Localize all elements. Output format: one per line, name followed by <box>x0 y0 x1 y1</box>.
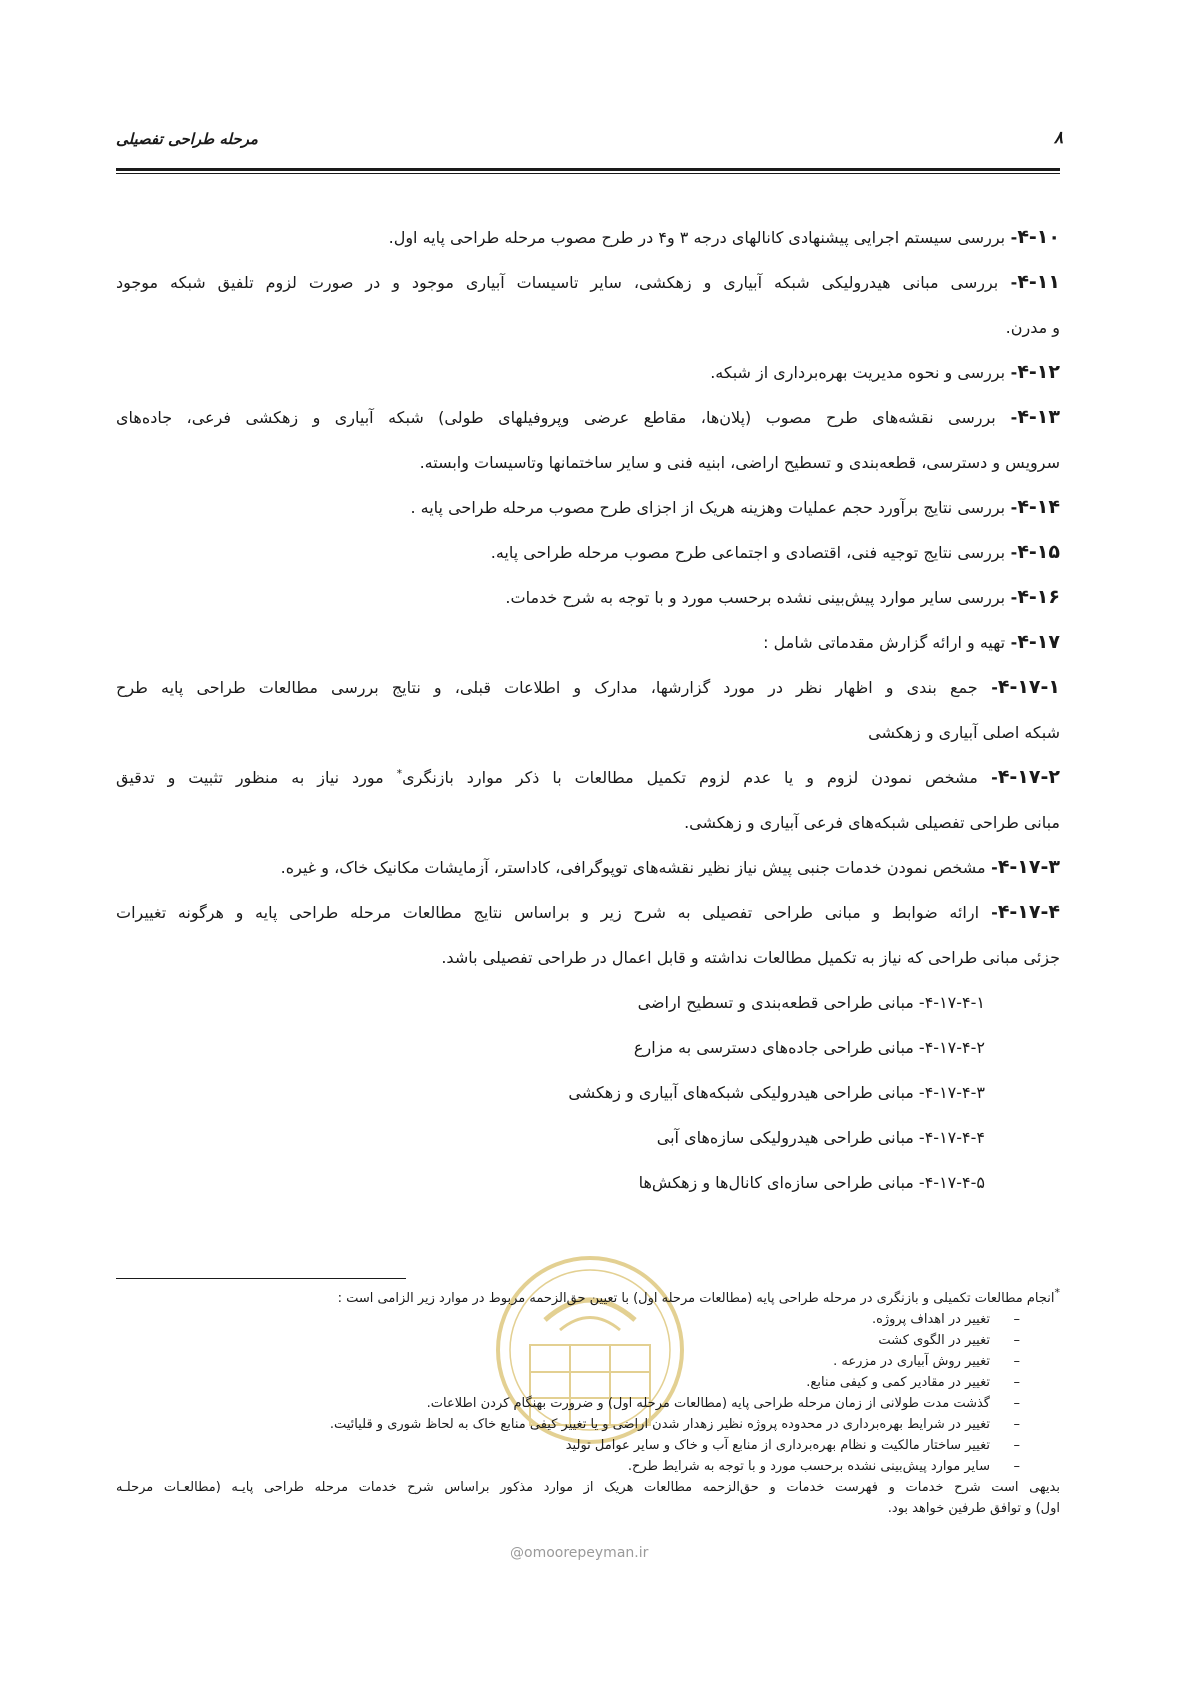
item-text: بررسی و نحوه مدیریت بهره‌برداری از شبکه. <box>710 363 1006 382</box>
watermark-site: @omoorepeyman.ir <box>510 1545 649 1561</box>
footnote-marker: * <box>1054 1286 1060 1299</box>
running-header-title: مرحله طراحی تفصیلی <box>116 130 258 148</box>
item-4-15: ۴-۱۵- بررسی نتایج توجیه فنی، اقتصادی و اجتماعی طرح مصوب مرحله طراحی پایه. <box>490 541 1060 563</box>
footnote-closing-cont: اول) و توافق طرفین خواهد بود. <box>887 1501 1060 1516</box>
footnote-marker: * <box>396 767 403 780</box>
item-text: مشخص نمودن خدمات جنبی پیش نیاز نظیر نقشه‌های توپوگرافی، کاداستر، آزمایشات مکانیک خاک، و غیره. <box>280 858 986 877</box>
footnote-bullet: –تغییر در شرایط بهره‌برداری در محدوده پروژه نظیر زهدار شدن اراضی و یا تغییر کیفی منابع خاک به لحاظ شوری و قلیائیت. <box>329 1417 1020 1432</box>
sub-item: ۴-۱۷-۴-۱- مبانی طراحی قطعه‌بندی و تسطیح اراضی <box>637 993 985 1012</box>
footnote-closing: بدیهی است شرح خدمات و فهرست خدمات و حق‌الزحمه مطالعات هریک از موارد مذکور براساس شرح خدمات مرحله طراحی پایـه (مطالعـات مرحلـه <box>116 1480 1060 1495</box>
sub-item: ۴-۱۷-۴-۴- مبانی طراحی هیدرولیکی سازه‌های آبی <box>656 1128 985 1147</box>
item-4-17-4-cont: جزئی مبانی طراحی که نیاز به تکمیل مطالعات نداشته و قابل اعمال در طراحی تفصیلی باشد. <box>441 948 1060 967</box>
item-text: بررسی مبانی هیدرولیکی شبکه آبیاری و زهکشی، سایر تاسیسات آبیاری موجود و در صورت لزوم تلفیق شبکه موجود <box>116 273 999 292</box>
item-4-17-3: ۴-۱۷-۳- مشخص نمودن خدمات جنبی پیش نیاز نظیر نقشه‌های توپوگرافی، کاداستر، آزمایشات مکانیک خاک، و غیره. <box>280 856 1060 878</box>
sub-item: ۴-۱۷-۴-۳- مبانی طراحی هیدرولیکی شبکه‌های آبیاری و زهکشی <box>568 1083 985 1102</box>
footnote-bullet: –تغییر روش آبیاری در مزرعه . <box>833 1354 1020 1369</box>
page-number: ۸ <box>1053 128 1063 148</box>
item-number: ۴-۱۷ <box>1017 631 1060 653</box>
item-text: بررسی نتایج برآورد حجم عملیات وهزینه هریک از اجزای طرح مصوب مرحله طراحی پایه . <box>410 498 1006 517</box>
item-number: ۴-۱۲ <box>1017 361 1060 383</box>
item-number: ۴-۱۷-۱ <box>997 676 1061 698</box>
item-4-17-4: ۴-۱۷-۴- ارائه ضوابط و مبانی طراحی تفصیلی به شرح زیر و براساس نتایج مطالعات مرحله طراحی پایه و هرگونه تغییرات <box>116 901 1060 923</box>
item-number: ۴-۱۴ <box>1017 496 1060 518</box>
footnote-intro-text: انجام مطالعات تکمیلی و بازنگری در مرحله طراحی پایه (مطالعات مرحله اول) با تعیین حق‌الزحمه مربوط در موارد زیر الزامی است : <box>337 1291 1055 1306</box>
header-rule-thick <box>116 168 1060 171</box>
sub-item: ۴-۱۷-۴-۲- مبانی طراحی جاده‌های دسترسی به مزارع <box>633 1038 985 1057</box>
item-number: ۴-۱۱ <box>1017 271 1060 293</box>
item-4-14: ۴-۱۴- بررسی نتایج برآورد حجم عملیات وهزینه هریک از اجزای طرح مصوب مرحله طراحی پایه . <box>410 496 1060 518</box>
item-4-17-1-cont: شبکه اصلی آبیاری و زهکشی <box>868 723 1060 742</box>
item-text: بررسی سایر موارد پیش‌بینی نشده برحسب مورد و با توجه به شرح خدمات. <box>505 588 1006 607</box>
item-text: ارائه ضوابط و مبانی طراحی تفصیلی به شرح زیر و براساس نتایج مطالعات مرحله طراحی پایه و هرگونه تغییرات <box>116 903 980 922</box>
footnote-bullet: –تغییر در مقادیر کمی و کیفی منابع. <box>806 1375 1020 1390</box>
item-text: تهیه و ارائه گزارش مقدماتی شامل : <box>763 633 1006 652</box>
item-text-rest: مورد نیاز به منظور تثبیت و تدقیق <box>116 768 384 787</box>
footnote-bullet: –سایر موارد پیش‌بینی نشده برحسب مورد و با توجه به شرایط طرح. <box>627 1459 1020 1474</box>
footnote <box>116 1288 1060 1519</box>
header-rule-thin <box>116 173 1060 174</box>
item-4-13-cont: سرویس و دسترسی، قطعه‌بندی و تسطیح اراضی، ابنیه فنی و سایر ساختمانها وتاسیسات وابسته. <box>419 453 1060 472</box>
item-text: جمع بندی و اظهار نظر در مورد گزارشها، مدارک و اطلاعات قبلی، و نتایج بررسی مطالعات طراحی پایه طرح <box>116 678 978 697</box>
footnote-bullet: –تغییر در اهداف پروژه. <box>871 1312 1020 1327</box>
item-4-17-1: ۴-۱۷-۱- جمع بندی و اظهار نظر در مورد گزارشها، مدارک و اطلاعات قبلی، و نتایج بررسی مطالعات طراحی پایه طرح <box>116 676 1061 698</box>
item-4-11-cont: و مدرن. <box>1005 318 1060 337</box>
item-4-13: ۴-۱۳- بررسی نقشه‌های طرح مصوب (پلان‌ها، مقاطع عرضی وپروفیلهای طولی) شبکه آبیاری و زهکشی فرعی، جاده‌های <box>116 406 1060 428</box>
item-4-17-2: ۴-۱۷-۲- مشخص نمودن لزوم و یا عدم لزوم تکمیل مطالعات با ذکر موارد بازنگری* مورد نیاز به منظور تثبیت و تدقیق <box>116 766 1060 788</box>
item-number: ۴-۱۷-۲ <box>997 766 1060 788</box>
item-4-17-2-cont: مبانی طراحی تفصیلی شبکه‌های فرعی آبیاری و زهکشی. <box>684 813 1060 832</box>
footnote-bullet: –تغییر ساختار مالکیت و نظام بهره‌برداری از منابع آب و خاک و سایر عوامل تولید <box>565 1438 1020 1453</box>
footnote-bullet: –گذشت مدت طولانی از زمان مرحله طراحی پایه (مطالعات مرحله اول) و ضرورت بهنگام کردن اطلاعات. <box>426 1396 1020 1411</box>
item-number: ۴-۱۰ <box>1017 226 1060 248</box>
item-number: ۴-۱۷-۴ <box>997 901 1060 923</box>
item-4-11: ۴-۱۱- بررسی مبانی هیدرولیکی شبکه آبیاری و زهکشی، سایر تاسیسات آبیاری موجود و در صورت لزوم تلفیق شبکه موجود <box>116 271 1060 293</box>
item-number: ۴-۱۵ <box>1017 541 1060 563</box>
sub-item: ۴-۱۷-۴-۵- مبانی طراحی سازه‌ای کانال‌ها و زهکش‌ها <box>638 1173 985 1192</box>
item-text: مشخص نمودن لزوم و یا عدم لزوم تکمیل مطالعات با ذکر موارد بازنگری <box>402 768 978 787</box>
item-text: بررسی سیستم اجرایی پیشنهادی کانالهای درجه ۳ و۴ در طرح مصوب مرحله طراحی پایه اول. <box>388 228 1006 247</box>
footnote-separator <box>116 1278 406 1279</box>
footnote-intro <box>116 1288 1060 1309</box>
item-4-10: ۴-۱۰- بررسی سیستم اجرایی پیشنهادی کانالهای درجه ۳ و۴ در طرح مصوب مرحله طراحی پایه اول. <box>388 226 1060 248</box>
item-text: بررسی نقشه‌های طرح مصوب (پلان‌ها، مقاطع عرضی وپروفیلهای طولی) شبکه آبیاری و زهکشی فرعی، جاده‌های <box>116 408 996 427</box>
body-text <box>116 215 1060 1205</box>
item-number: ۴-۱۶ <box>1017 586 1060 608</box>
item-text: بررسی نتایج توجیه فنی، اقتصادی و اجتماعی طرح مصوب مرحله طراحی پایه. <box>490 543 1006 562</box>
item-4-16: ۴-۱۶- بررسی سایر موارد پیش‌بینی نشده برحسب مورد و با توجه به شرح خدمات. <box>505 586 1060 608</box>
item-4-17: ۴-۱۷- تهیه و ارائه گزارش مقدماتی شامل : <box>763 631 1060 653</box>
item-number: ۴-۱۷-۳ <box>997 856 1060 878</box>
footnote-bullet: –تغییر در الگوی کشت <box>878 1333 1020 1348</box>
item-4-12: ۴-۱۲- بررسی و نحوه مدیریت بهره‌برداری از شبکه. <box>710 361 1060 383</box>
item-number: ۴-۱۳ <box>1017 406 1060 428</box>
